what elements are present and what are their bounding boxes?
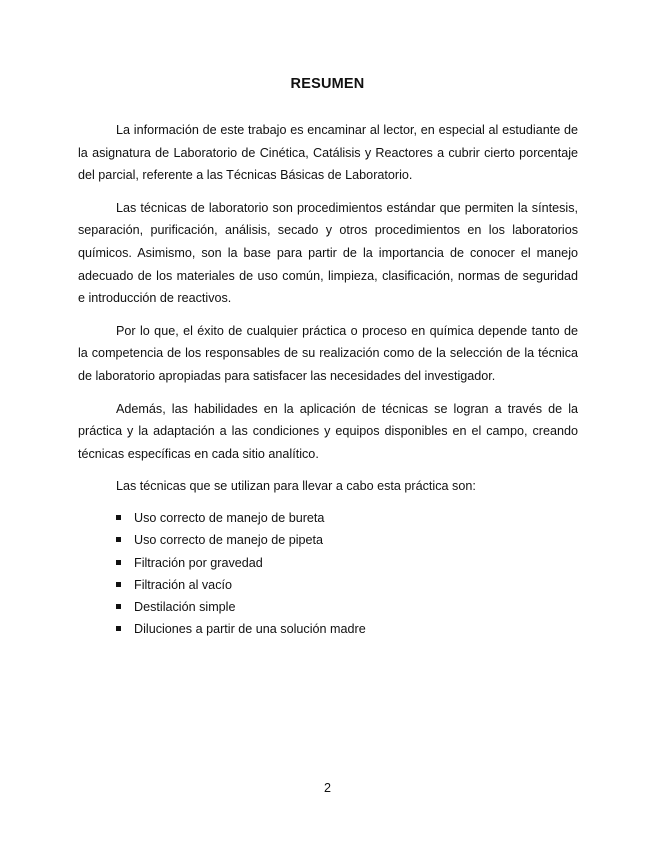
- list-item-label: Destilación simple: [134, 600, 236, 615]
- paragraph-success: Por lo que, el éxito de cualquier práctica o proceso en química depende tanto de la competencia de los responsables de su realización como de la selección de la técnica de laboratorio apropiadas para satisfacer las necesidades del investigador.: [78, 323, 578, 383]
- square-bullet-icon: [116, 604, 121, 609]
- list-item: [78, 618, 578, 640]
- page-number: 2: [323, 781, 331, 795]
- paragraph-laboratory-techniques: Las técnicas de laboratorio son procedimientos estándar que permiten la síntesis, separación, purificación, análisis, secado y otros procedimientos en los laboratorios químicos. Asimismo, son la base para partir de la importancia de conocer el manejo adecuado de los materiales de uso común, limpieza, clasificación, normas de seguridad e introducción de reactivos.: [78, 200, 578, 306]
- techniques-list: [78, 507, 578, 641]
- list-item: [78, 596, 578, 618]
- square-bullet-icon: [116, 515, 121, 520]
- list-item-label: Uso correcto de manejo de pipeta: [134, 533, 324, 548]
- square-bullet-icon: [116, 537, 121, 542]
- list-item: [78, 574, 578, 596]
- list-item-label: Filtración al vacío: [134, 577, 232, 592]
- square-bullet-icon: [116, 626, 121, 631]
- list-intro: Las técnicas que se utilizan para llevar a cabo esta práctica son:: [116, 479, 476, 494]
- paragraph-intro: La información de este trabajo es encaminar al lector, en especial al estudiante de la asignatura de Laboratorio de Cinética, Catálisis y Reactores a cubrir cierto porcentaje del parcial, referente a las Técnicas Básicas de Laboratorio.: [78, 123, 578, 183]
- square-bullet-icon: [116, 560, 121, 565]
- list-item: [78, 552, 578, 574]
- paragraph-skills: Además, las habilidades en la aplicación de técnicas se logran a través de la práctica y la adaptación a las condiciones y equipos disponibles en el campo, creando técnicas específicas en cada sitio analítico.: [78, 401, 578, 461]
- list-item: [78, 529, 578, 551]
- list-item-label: Filtración por gravedad: [134, 555, 263, 570]
- square-bullet-icon: [116, 582, 121, 587]
- list-item-label: Uso correcto de manejo de bureta: [134, 510, 325, 525]
- document-body: [78, 119, 578, 641]
- list-item-label: Diluciones a partir de una solución madre: [134, 622, 366, 637]
- list-item: [78, 507, 578, 529]
- page-title: RESUMEN: [290, 76, 365, 92]
